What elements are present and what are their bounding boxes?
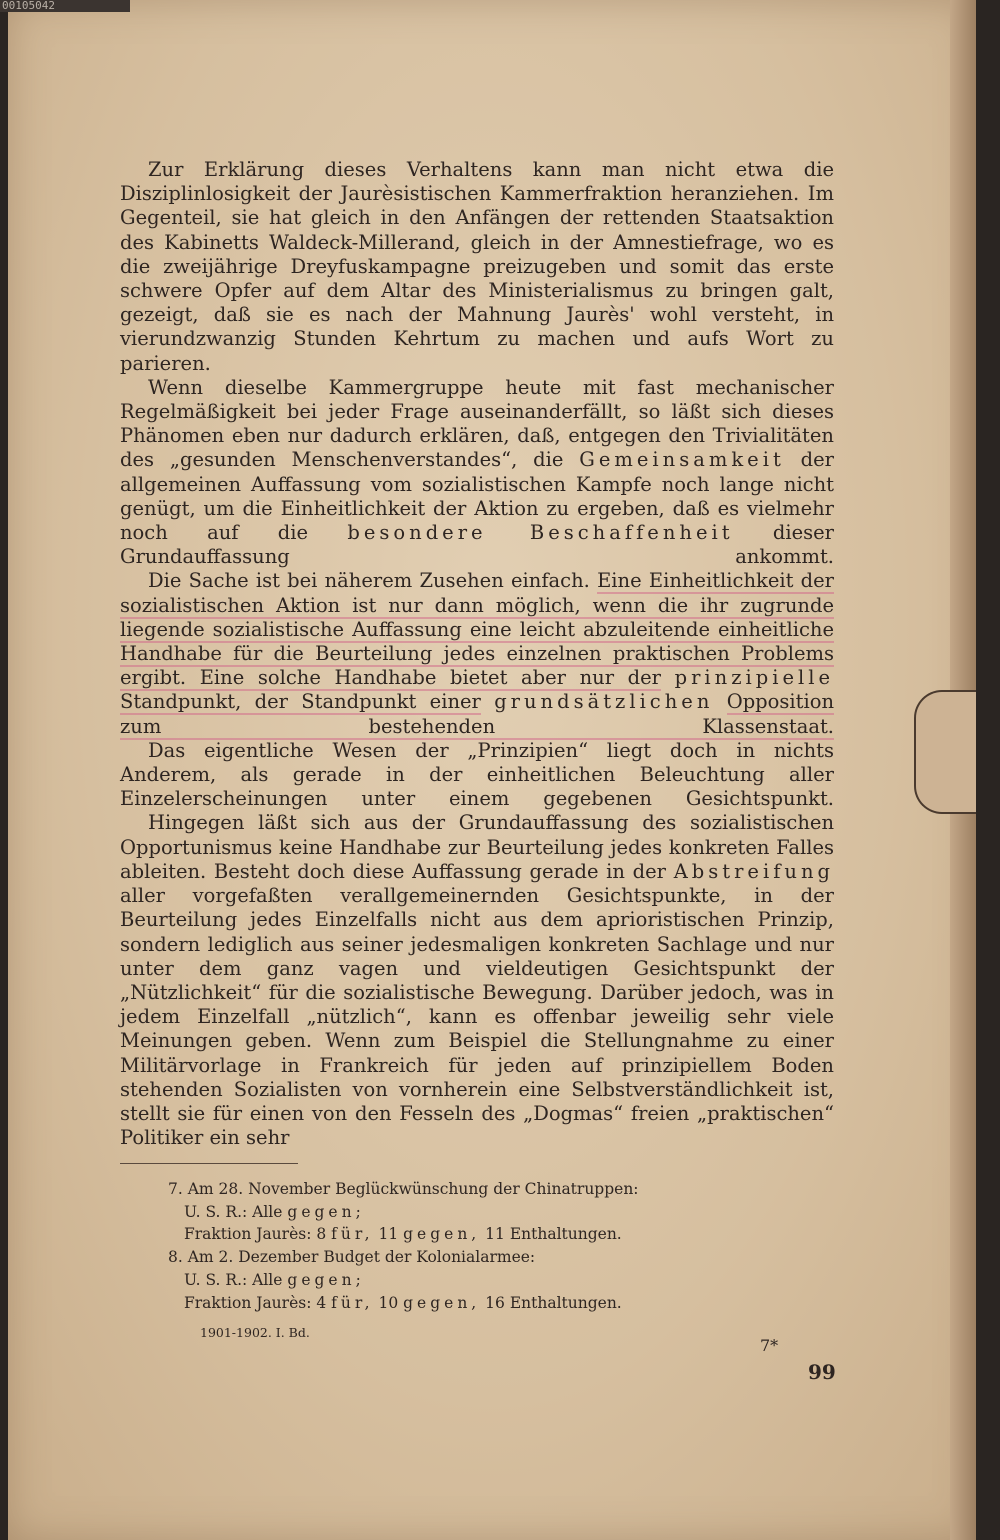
footnote-text: 16 Enthaltungen. (485, 1293, 622, 1312)
footnote-label: U. S. R.: Alle (184, 1202, 283, 1221)
footnote-emph: für, (331, 1293, 374, 1312)
p2-emph-beschaffenheit: besondere Beschaffenheit (347, 521, 734, 545)
footnote-label: Fraktion Jaurès: 8 (184, 1225, 327, 1244)
footnote-emph: gegen; (287, 1270, 365, 1289)
p2-text-e: dieser Grundauffassung ankommt. (120, 521, 835, 569)
footnote-label: U. S. R.: Alle (184, 1270, 283, 1289)
footnote-7: 7. Am 28. November Beglückwünschung der Chinatruppen: (168, 1180, 639, 1198)
footnote-emph: gegen, (403, 1225, 481, 1244)
p2-emph-gemeinsamkeit: Gemeinsamkeit (579, 448, 785, 472)
imprint: 1901-1902. I. Bd. (200, 1325, 310, 1340)
footnote-label: Fraktion Jaurès: 4 (184, 1293, 327, 1312)
p3-highlighted-text: Eine Einheitlichkeit der sozialistischen Aktion ist nur dann möglich, wenn die ihr zugrunde liegende sozialistische Auffassung eine leicht abzuleitende einheitliche Handhabe für die Beurteilung jedes einzelnen praktischen Problems ergibt. Eine solche Handhabe bietet aber nur der (120, 569, 834, 690)
paragraph-1: Zur Erklärung dieses Verhaltens kann man nicht etwa die Disziplinlosigkeit der Jaurèsistischen Kammerfraktion heranziehen. Im Gegenteil, sie hat gleich in den Anfängen der rettenden Staatsaktion des Kabinetts Waldeck-Millerand, gleich in der Amnestiefrage, wo es die zweijährige Dreyfuskampagne preizugeben und somit das erste schwere Opfer auf dem Altar des Ministerialismus zu bringen galt, gezeigt, daß sie es nach der Mahnung Jaurès' wohl versteht, in vierundzwanzig Stunden Kehrtum zu machen und aufs Wort zu parieren. (120, 158, 834, 375)
p3-text-d: Standpunkt, der Standpunkt einer (120, 690, 481, 714)
footnote-7-fraktion (168, 1223, 808, 1246)
archive-stamp: 00105042 (0, 0, 130, 12)
p5-text-a: Hingegen läßt sich aus der Grundauffassung des sozialistischen Opportunismus keine Handhabe zur Beurteilung jedes konkreten Falles ableiten. Besteht doch diese Auffassung gerade in der (120, 811, 834, 883)
p5-text-c: aller vorgefaßten verallgemeinernden Gesichtspunkte, in der Beurteilung jedes Einzelfalls nicht aus dem aprioristischen Prinzip, sondern lediglich aus seiner jedesmaligen konkreten Sachlage und nur unter dem ganz vagen und vieldeutigen Gesichtspunkt der „Nützlichkeit“ für die sozialistische Bewegung. Darüber jedoch, was in jedem Einzelfall „nützlich“, kann es offenbar jeweilig sehr viele Meinungen geben. Wenn zum Beispiel die Stellungnahme zu einer Militärvorlage in Frankreich für jeden auf prinzipiellem Boden stehenden Sozialisten von vornherein eine Selbstverständlichkeit ist, stellt sie für einen von den Fesseln des „Dogmas“ freien „praktischen“ Politiker ein sehr (120, 884, 834, 1150)
page-tab-marker (914, 690, 976, 814)
paragraph-4: Das eigentliche Wesen der „Prinzipien“ liegt doch in nichts Anderem, als gerade in der einheitlichen Beleuchtung aller Einzelerscheinungen unter einem gegebenen Gesichtspunkt. (120, 738, 834, 811)
footnote-emph: für, (331, 1225, 374, 1244)
footnotes (168, 1178, 808, 1314)
p3-emph-prinzipielle: prinzipielle (674, 666, 834, 690)
paragraph-2 (120, 376, 834, 570)
footnote-emph: gegen; (287, 1202, 365, 1221)
book-page (8, 0, 976, 1540)
p3-emph-grundsaetzlichen: grundsätzlichen (494, 690, 714, 714)
p2-text-c: der allgemeinen Auffassung vom sozialistischen Kampfe noch lange nicht genügt, um die Einheitlichkeit der Aktion zu ergeben, daß es vielmehr noch auf die (120, 448, 834, 545)
footnote-count: 10 (378, 1293, 399, 1312)
footnote-7-usr (168, 1201, 808, 1224)
main-text (120, 158, 834, 1150)
signature-mark: 7* (760, 1336, 779, 1355)
footnote-8-fraktion (168, 1292, 808, 1315)
page-number: 99 (808, 1360, 836, 1384)
footnote-8-usr (168, 1269, 808, 1292)
paragraph-3 (120, 569, 834, 738)
p3-text-f: Opposition zum bestehenden Klassenstaat. (120, 690, 835, 738)
p2-text-a: Wenn dieselbe Kammergruppe heute mit fast mechanischer Regelmäßigkeit bei jeder Frage auseinanderfällt, so läßt sich dieses Phänomen eben nur dadurch erklären, daß, entgegen den Trivialitäten des „gesunden Menschenverstandes“, die (120, 375, 834, 472)
p3-text-a: Die Sache ist bei näherem Zusehen einfach. (148, 569, 590, 593)
paragraph-5 (120, 811, 834, 1150)
footnote-rule (120, 1163, 298, 1164)
footnote-text: 11 Enthaltungen. (485, 1225, 622, 1244)
footnote-emph: gegen, (403, 1293, 481, 1312)
footnote-8: 8. Am 2. Dezember Budget der Kolonialarmee: (168, 1248, 536, 1267)
p5-emph-abstreifung: Abstreifung (673, 859, 835, 883)
footnote-count: 11 (378, 1225, 399, 1244)
